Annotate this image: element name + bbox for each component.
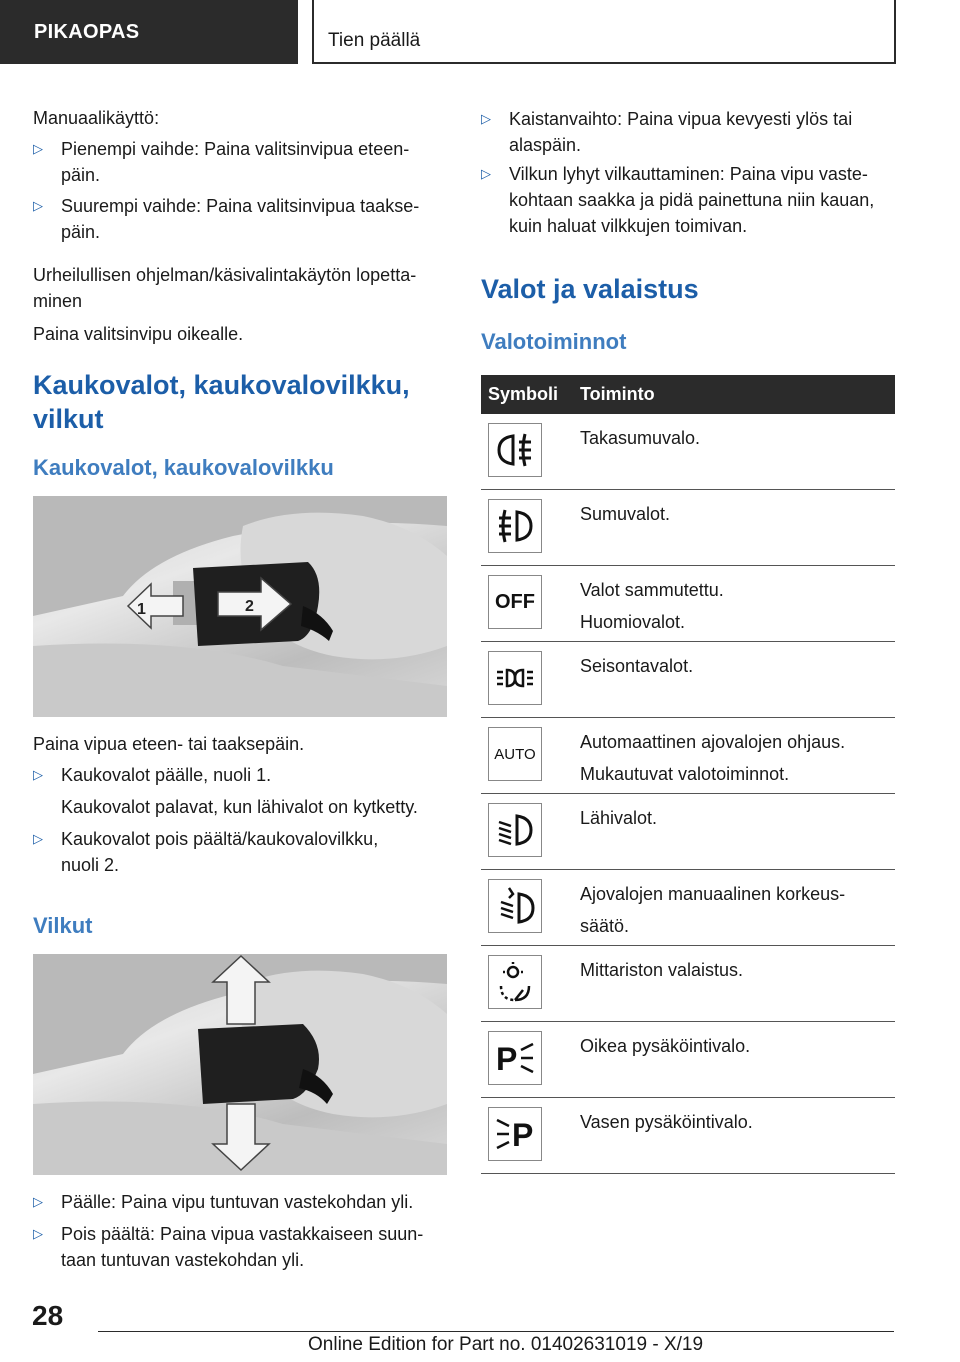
headlight-range-icon bbox=[488, 879, 542, 933]
table-row bbox=[481, 414, 895, 490]
turn-signal-stalk-illustration bbox=[33, 954, 447, 1175]
bullet-triangle-icon: ▷ bbox=[33, 831, 43, 846]
row-text: Lähivalot. bbox=[580, 808, 658, 828]
row-text-secondary: Mukautuvat valotoiminnot. bbox=[580, 764, 790, 784]
footer-divider bbox=[98, 1331, 894, 1332]
high-beam-stalk-illustration bbox=[33, 496, 447, 717]
table-row bbox=[481, 946, 895, 1022]
instrument-lighting-icon bbox=[488, 955, 542, 1009]
row-text: Takasumuvalo. bbox=[580, 428, 701, 448]
rear-fog-light-icon bbox=[488, 423, 542, 477]
bullet-triangle-icon: ▷ bbox=[33, 1194, 43, 1209]
arrow-2-label: 2 bbox=[245, 598, 254, 615]
svg-text:P: P bbox=[512, 1117, 534, 1153]
section-heading-lights: Valot ja valaistus bbox=[481, 274, 699, 304]
manual-label: Manuaalikäyttö: bbox=[33, 108, 160, 128]
table-row bbox=[481, 718, 895, 794]
table-row bbox=[481, 490, 895, 566]
light-functions-table bbox=[481, 375, 895, 1174]
left-parking-light-icon bbox=[488, 1107, 542, 1161]
high-beam-note: Kaukovalot palavat, kun lähivalot on kytketty. bbox=[61, 797, 418, 817]
row-text: Ajovalojen manuaalinen korkeus- bbox=[580, 884, 846, 904]
edition-text: Online Edition for Part no. 01402631019 - X/19 bbox=[308, 1334, 704, 1355]
subheading-light-functions: Valotoiminnot bbox=[481, 329, 627, 354]
table-row bbox=[481, 870, 895, 946]
table-row bbox=[481, 566, 895, 642]
row-text: Sumuvalot. bbox=[580, 504, 671, 524]
low-beam-icon bbox=[488, 803, 542, 857]
sport-end-heading: Urheilullisen ohjelman/käsivalintakäytön lopetta- minen bbox=[33, 265, 417, 311]
auto-headlight-icon: AUTO bbox=[488, 727, 542, 781]
col-function-header: Toiminto bbox=[580, 384, 655, 404]
high-beam-intro: Paina vipua eteen- tai taaksepäin. bbox=[33, 734, 305, 754]
table-row bbox=[481, 1022, 895, 1098]
arrow-1-label: 1 bbox=[137, 601, 146, 618]
parking-lights-icon bbox=[488, 651, 542, 705]
row-text: Valot sammutettu. bbox=[580, 580, 724, 600]
sport-end-action: Paina valitsinvipu oikealle. bbox=[33, 324, 244, 344]
bullet-triangle-icon: ▷ bbox=[481, 111, 491, 126]
row-text: Seisontavalot. bbox=[580, 656, 694, 676]
bullet-triangle-icon: ▷ bbox=[33, 1226, 43, 1241]
col-symbol-header: Symboli bbox=[488, 384, 559, 404]
chapter-title: Tien päällä bbox=[312, 0, 896, 64]
section-tab: PIKAOPAS bbox=[0, 0, 298, 64]
right-parking-light-icon bbox=[488, 1031, 542, 1085]
row-text: Vasen pysäköintivalo. bbox=[580, 1112, 753, 1132]
lights-off-icon: OFF bbox=[488, 575, 542, 629]
bullet-triangle-icon: ▷ bbox=[33, 198, 43, 213]
front-fog-light-icon bbox=[488, 499, 542, 553]
section-heading: Kaukovalot, kaukovalovilkku, vilkut bbox=[33, 370, 410, 434]
row-text: Automaattinen ajovalojen ohjaus. bbox=[580, 732, 846, 752]
bullet-triangle-icon: ▷ bbox=[33, 141, 43, 156]
page-number: 28 bbox=[32, 1300, 64, 1331]
row-text-secondary: Huomiovalot. bbox=[580, 612, 686, 632]
subheading-turn-signals: Vilkut bbox=[33, 913, 93, 938]
svg-text:P: P bbox=[496, 1041, 518, 1077]
bullet-triangle-icon: ▷ bbox=[481, 166, 491, 181]
bullet-triangle-icon: ▷ bbox=[33, 767, 43, 782]
table-row bbox=[481, 794, 895, 870]
table-row bbox=[481, 1098, 895, 1174]
table-row bbox=[481, 642, 895, 718]
row-text-secondary: säätö. bbox=[580, 916, 630, 936]
subheading-high-beam: Kaukovalot, kaukovalovilkku bbox=[33, 455, 334, 480]
row-text: Oikea pysäköintivalo. bbox=[580, 1036, 751, 1056]
row-text: Mittariston valaistus. bbox=[580, 960, 744, 980]
table-header bbox=[481, 375, 895, 414]
